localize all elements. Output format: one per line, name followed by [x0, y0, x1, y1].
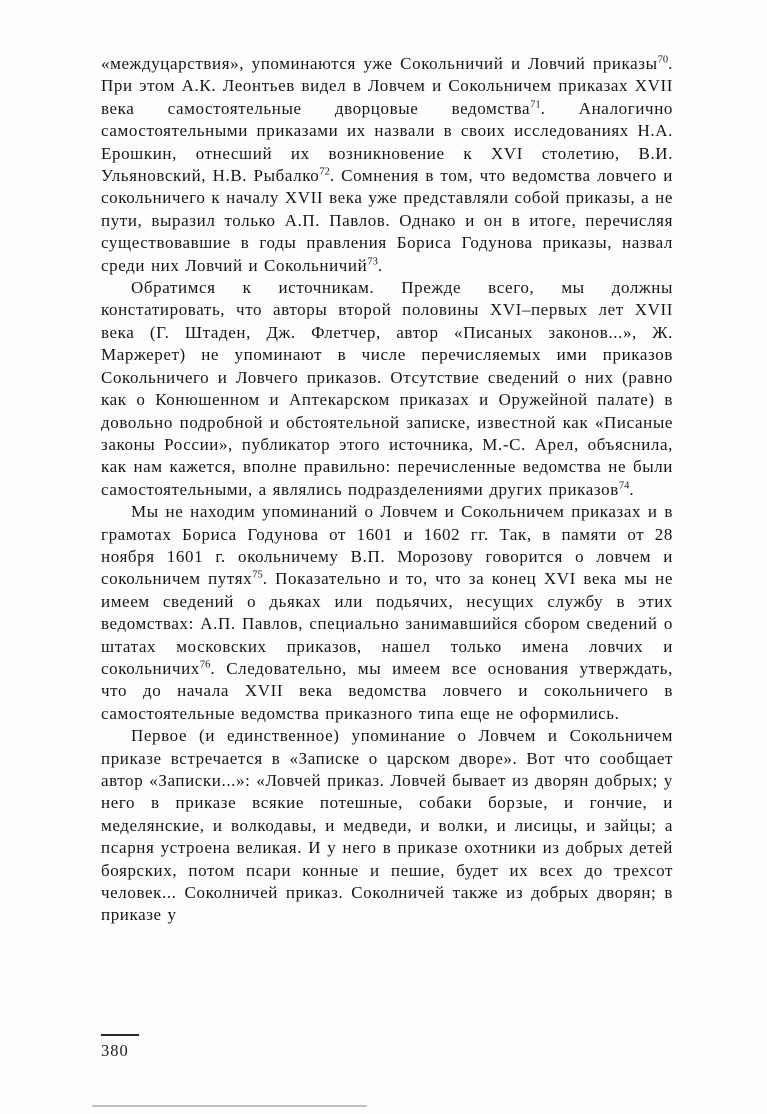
- page-text: [101, 53, 673, 927]
- page-number: 380: [101, 1041, 129, 1060]
- footnote-ref: 70: [657, 54, 669, 66]
- footnote-ref: 74: [618, 480, 630, 492]
- scan-edge-artifact: [92, 1105, 367, 1107]
- paragraph: Мы не находим упоминаний о Ловчем и Сокольничем приказах и в грамотах Бориса Годунова от 1601 и 1602 гг. Так, в памяти от 28 ноября 1601 г. окольничему В.П. Морозову говорится о ловчем и сокольничем путях$^{75}$. Показательно и то, что за конец XVI века мы не имеем сведений о дьяках или подьячих, несущих службу в этих ведомствах: А.П. Павлов, специально занимавшийся сбором сведений о штатах московских приказов, нашел только имена ловчих и сокольничих$^{76}$. Следовательно, мы имеем все основания утверждать, что до начала XVII века ведомства ловчего и сокольничего в самостоятельные ведомства приказного типа еще не оформились.: [101, 502, 673, 723]
- footer-rule: [101, 1034, 139, 1036]
- paragraph: Обратимся к источникам. Прежде всего, мы должны констатировать, что авторы второй половины XVI–первых лет XVII века (Г. Штаден, Дж. Флетчер, автор «Писаных законов...», Ж. Маржерет) не упоминают в числе перечисляемых ими приказов Сокольничего и Ловчего приказов. Отсутствие сведений о них (равно как о Конюшенном и Аптекарском приказах и Оружейной палате) в довольно подробной и обстоятельной записке, известной как «Писаные законы России», публикатор этого источника, М.-С. Арел, объяснила, как нам кажется, вполне правильно: перечисленные ведомства не были самостоятельными, а являлись подразделениями других приказов$^{74}$.: [101, 278, 673, 499]
- footnote-ref: 76: [199, 659, 211, 671]
- page-footer: [101, 1034, 139, 1061]
- paragraph: Первое (и единственное) упоминание о Ловчем и Сокольничем приказе встречается в «Записке о царском дворе». Вот что сообщает автор «Записки...»: «Ловчей приказ. Ловчей бывает из дворян добрых; у него в приказе всякие потешные, собаки борзые, и гончие, и меделянские, и волкодавы, и медведи, и волки, и лисицы, и зайцы; а псарня устроена великая. И у него в приказе охотники из добрых детей боярских, потом псари конные и пешие, будет их всех до трехсот человек... Соколничей приказ. Соколничей также из добрых дворян; в приказе у: [101, 726, 673, 925]
- footnote-ref: 73: [367, 256, 378, 267]
- paragraph: «междуцарствия», упоминаются уже Сокольничий и Ловчий приказы$^{70}$. При этом А.К. Леонтьев видел в Ловчем и Сокольничем приказах XVII века самостоятельные дворцовые ведомства$^{71}$. Аналогично самостоятельными приказами их назвали в своих исследованиях Н.А. Ерошкин, отнесший их возникновение к XVI столетию, В.И. Ульяновский, Н.В. Рыбалко$^{72}$. Сомнения в том, что ведомства ловчего и сокольничего к началу XVII века уже представляли собой приказы, а не пути, выразил только А.П. Павлов. Однако и он в итоге, перечисляя существовавшие в годы правления Бориса Годунова приказы, назвал среди них Ловчий и Сокольничий$^{73}$.: [101, 54, 673, 275]
- footnote-ref: 71: [530, 99, 541, 111]
- footnote-ref: 75: [252, 569, 263, 581]
- footnote-ref: 72: [319, 166, 330, 178]
